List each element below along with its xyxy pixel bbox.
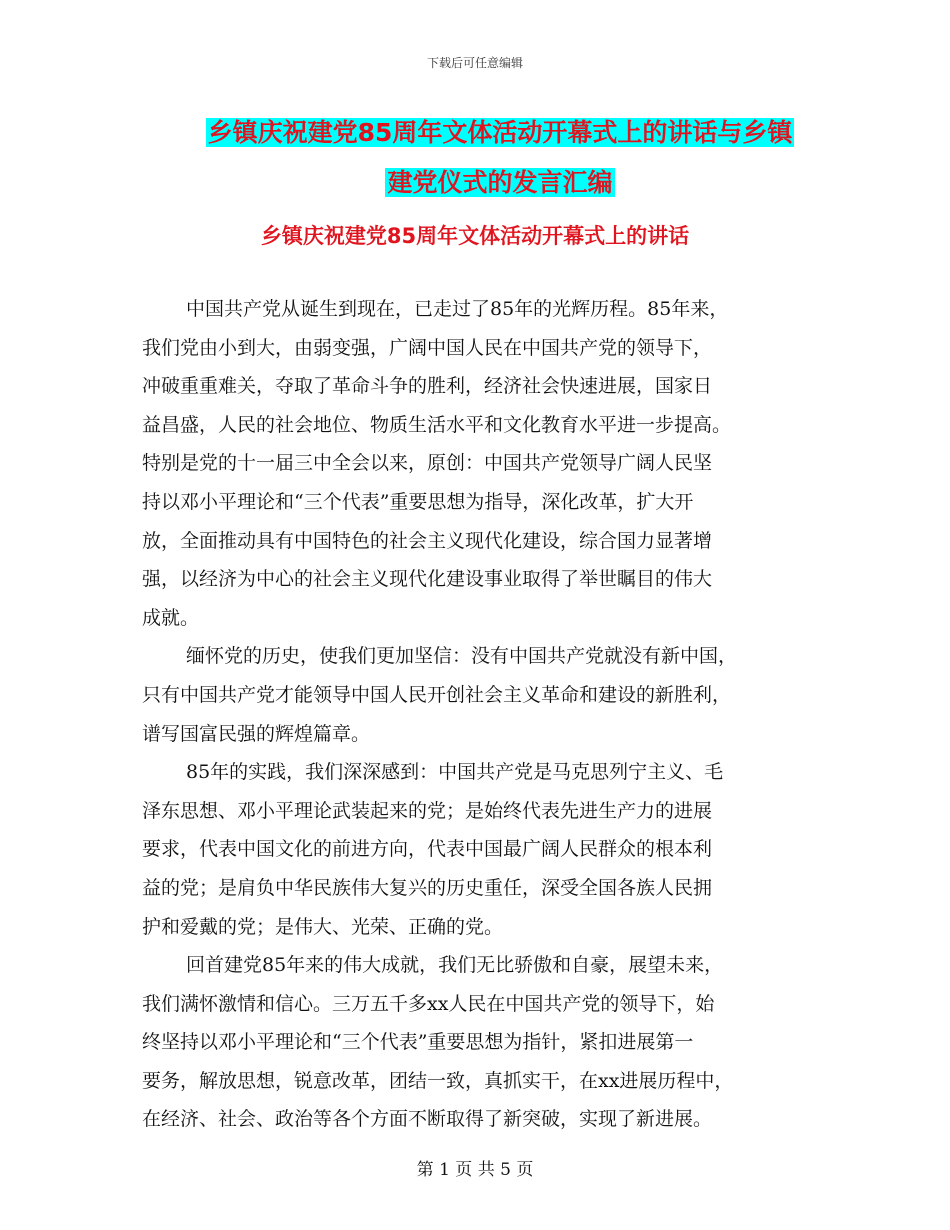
paragraph-1-line-8: 强，以经济为中心的社会主义现代化建设事业取得了举世瞩目的伟大 <box>142 568 713 591</box>
paragraph-1-line-3: 冲破重重难关，夺取了革命斗争的胜利，经济社会快速进展，国家日 <box>142 375 713 398</box>
paragraph-1-line-1: 中国共产党从诞生到现在，已走过了85年的光辉历程。85年来， <box>186 298 729 320</box>
paragraph-2-line-3: 谱写国富民强的辉煌篇章。 <box>142 722 371 745</box>
paragraph-3-line-1: 85年的实践，我们深深感到：中国共产党是马克思列宁主义、毛 <box>186 761 724 784</box>
paragraph-3-line-4: 益的党；是肩负中华民族伟大复兴的历史重任，深受全国各族人民拥 <box>142 876 713 899</box>
page-footer: 第 1 页 共 5 页 <box>416 1160 534 1180</box>
paragraph-3-line-3: 要求，代表中国文化的前进方向，代表中国最广阔人民群众的根本利 <box>142 838 713 861</box>
paragraph-4-line-1: 回首建党85年来的伟大成就，我们无比骄傲和自豪，展望未来， <box>186 954 724 977</box>
paragraph-3-line-5: 护和爱戴的党；是伟大、光荣、正确的党。 <box>142 915 504 938</box>
paragraph-1-line-6: 持以邓小平理论和“三个代表”重要思想为指导，深化改革，扩大开 <box>142 490 694 513</box>
header-note: 下载后可任意编辑 <box>426 56 523 70</box>
paragraph-4-line-3: 终坚持以邓小平理论和“三个代表”重要思想为指针，紧扣进展第一 <box>142 1031 694 1054</box>
paragraph-4-line-2: 我们满怀激情和信心。三万五千多xx人民在中国共产党的领导下，始 <box>142 992 715 1015</box>
paragraph-3-line-2: 泽东思想、邓小平理论武装起来的党；是始终代表先进生产力的进展 <box>142 799 713 822</box>
paragraph-4-line-5: 在经济、社会、政治等各个方面不断取得了新突破，实现了新进展。 <box>142 1108 713 1131</box>
paragraph-1-line-9: 成就。 <box>142 606 200 629</box>
paragraph-1-line-5: 特别是党的十一届三中全会以来，原创：中国共产党领导广阔人民坚 <box>142 452 713 475</box>
paragraph-1-line-2: 我们党由小到大，由弱变强，广阔中国人民在中国共产党的领导下， <box>142 336 713 359</box>
paragraph-4-line-4: 要务，解放思想，锐意改革，团结一致，真抓实干，在xx进展历程中， <box>142 1069 734 1092</box>
paragraph-2-line-2: 只有中国共产党才能领导中国人民开创社会主义革命和建设的新胜利， <box>142 683 732 706</box>
paragraph-1-line-4: 益昌盛，人民的社会地位、物质生活水平和文化教育水平进一步提高。 <box>142 413 732 436</box>
paragraph-1-line-7: 放，全面推动具有中国特色的社会主义现代化建设，综合国力显著增 <box>142 529 713 552</box>
paragraph-2-line-1: 缅怀党的历史，使我们更加坚信：没有中国共产党就没有新中国， <box>186 645 738 668</box>
section-title: 乡镇庆祝建党85周年文体活动开幕式上的讲话 <box>260 224 690 248</box>
title-line-2: 建党仪式的发言汇编 <box>387 168 613 197</box>
body-text <box>142 290 810 1139</box>
document-title <box>140 108 860 208</box>
title-line-1: 乡镇庆祝建党85周年文体活动开幕式上的讲话与乡镇 <box>207 118 793 147</box>
